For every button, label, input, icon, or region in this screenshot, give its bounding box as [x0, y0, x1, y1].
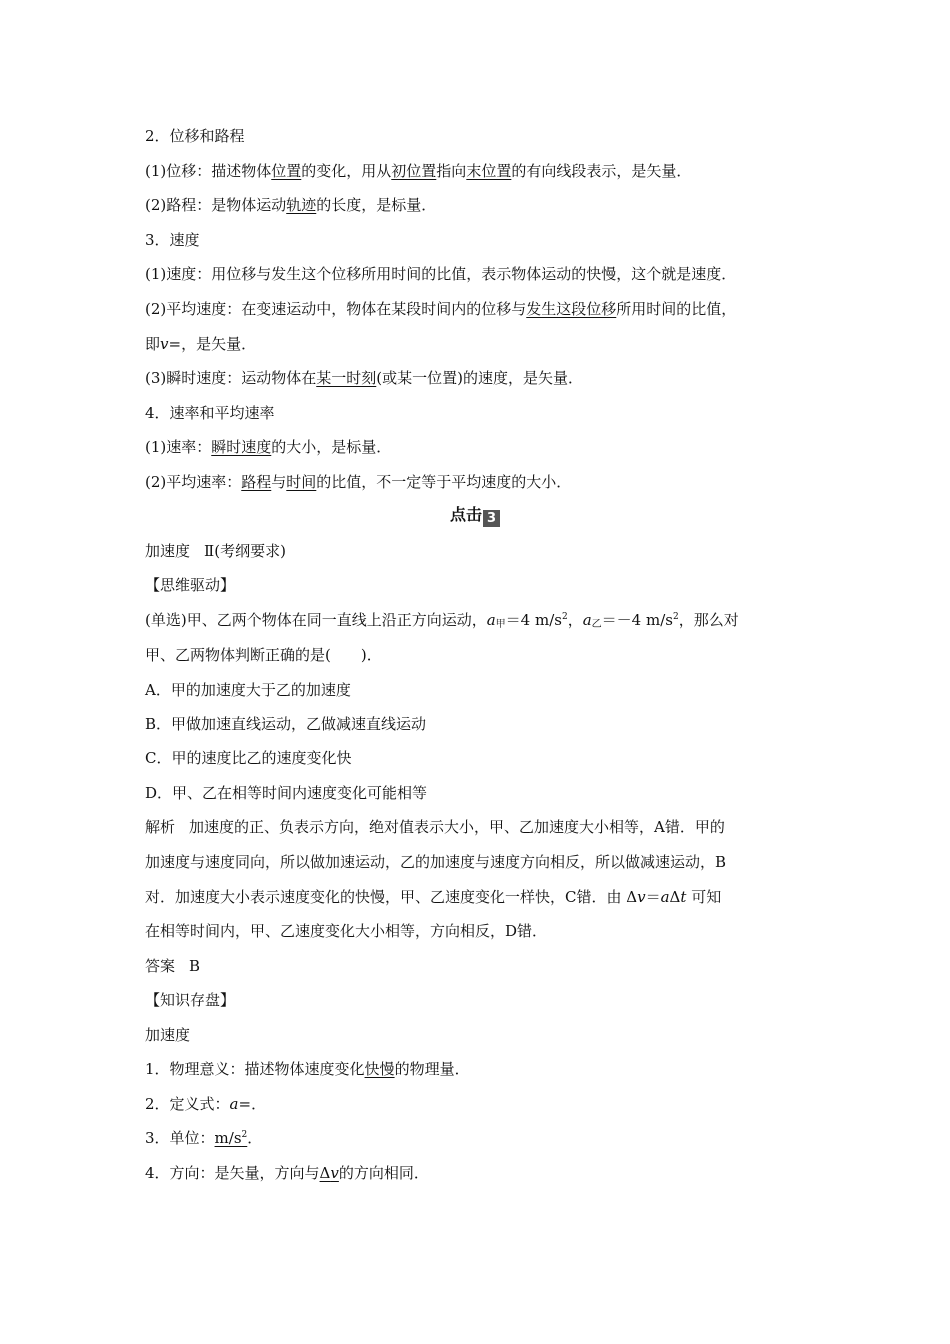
distance-line: (2)路程：是物体运动轨迹的长度，是标量．: [145, 196, 437, 214]
speed-line: (1)速率：瞬时速度的大小，是标量．: [145, 438, 392, 456]
average-speed-line: (2)平均速率：路程与时间的比值，不一定等于平均速度的大小．: [145, 473, 572, 491]
topic-line: 加速度 Ⅱ(考纲要求): [145, 542, 286, 560]
acceleration-title: 加速度: [145, 1026, 191, 1044]
thinking-drive-heading: 【思维驱动】: [145, 576, 236, 594]
average-velocity-line: (2)平均速度：在变速运动中，物体在某段时间内的位移与发生这段位移所用时间的比值，: [145, 300, 737, 318]
analysis-line-1: 解析 加速度的正、负表示方向，绝对值表示大小，甲、乙加速度大小相等，A错．甲的: [145, 818, 725, 836]
physical-meaning-line: 1．物理意义：描述物体速度变化快慢的物理量．: [145, 1060, 470, 1078]
option-c: C．甲的速度比乙的速度变化快: [145, 749, 352, 767]
instant-velocity-line: (3)瞬时速度：运动物体在某一时刻(或某一位置)的速度，是矢量．: [145, 369, 583, 387]
velocity-line: (1)速度：用位移与发生这个位移所用时间的比值，表示物体运动的快慢，这个就是速度．: [145, 265, 737, 283]
section-2-title: 2．位移和路程: [145, 127, 245, 145]
analysis-line-3: 对．加速度大小表示速度变化的快慢，甲、乙速度变化一样快，C错．由 Δv＝aΔt 可知: [145, 888, 722, 906]
number-badge: 3: [483, 510, 500, 527]
option-a: A．甲的加速度大于乙的加速度: [145, 681, 351, 699]
option-d: D．甲、乙在相等时间内速度变化可能相等: [145, 784, 428, 802]
knowledge-store-heading: 【知识存盘】: [145, 991, 236, 1009]
option-b: B．甲做加速直线运动，乙做减速直线运动: [145, 715, 427, 733]
question-line-1: (单选)甲、乙两个物体在同一直线上沿正方向运动，$a_甲=4$ $m/s^2$，$a_乙=-4$ $m/s^2$，那么对: [145, 611, 739, 630]
displacement-line: (1)位移：描述物体位置的变化，用从初位置指向末位置的有向线段表示，是矢量．: [145, 162, 692, 180]
answer-line: 答案 B: [145, 957, 201, 975]
section-4-title: 4．速率和平均速率: [145, 404, 275, 422]
unit-line: 3．单位：$m/s^2$．: [145, 1129, 263, 1147]
click-heading: 点击 3: [0, 505, 950, 527]
section-3-title: 3．速度: [145, 231, 200, 249]
analysis-line-4: 在相等时间内，甲、乙速度变化大小相等，方向相反，D错．: [145, 922, 548, 940]
analysis-line-2: 加速度与速度同向，所以做加速运动，乙的加速度与速度方向相反，所以做减速运动，B: [145, 853, 727, 871]
direction-line: 4．方向：是矢量，方向与Δv的方向相同．: [145, 1164, 429, 1182]
definition-line: 2．定义式：a=．: [145, 1095, 267, 1113]
question-line-2: 甲、乙两物体判断正确的是( )．: [145, 646, 382, 664]
average-velocity-line-2: 即v=，是矢量．: [145, 335, 257, 353]
